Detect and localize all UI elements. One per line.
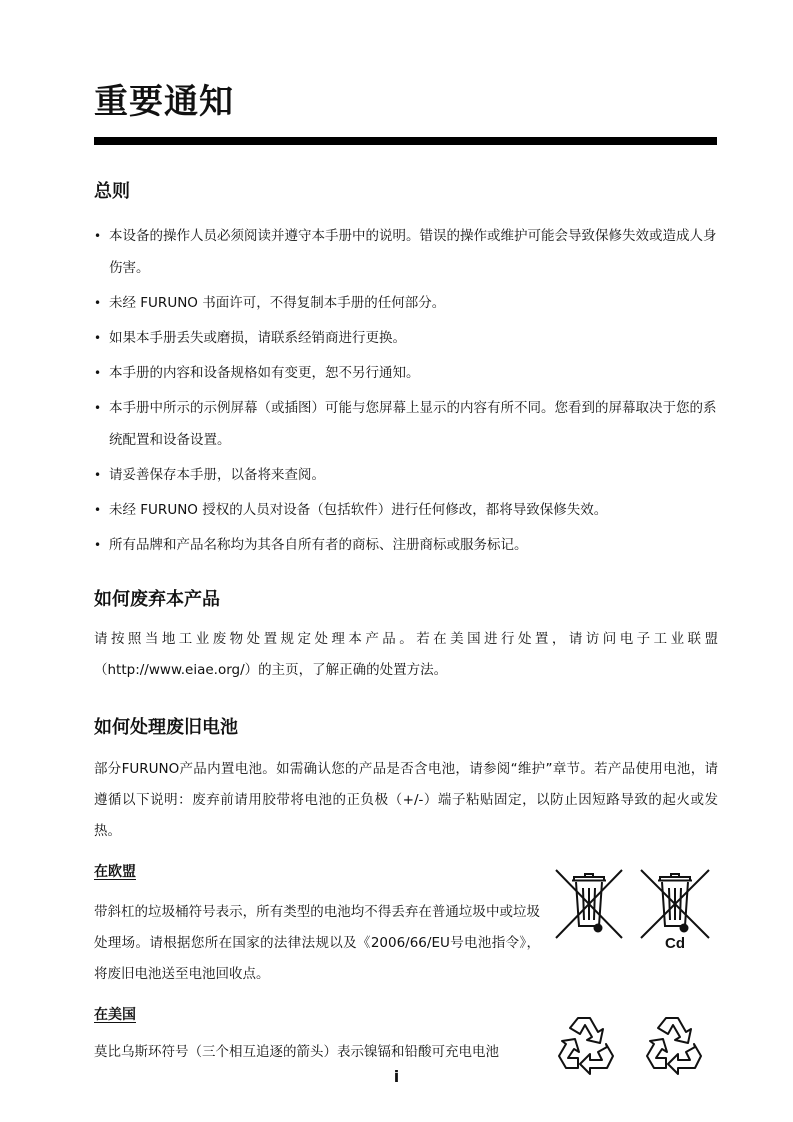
disposal-paragraph: 请按照当地工业废物处置规定处理本产品。若在美国进行处置，请访问电子工业联盟（http://www.eiae.org/）的主页，了解正确的处置方法。	[94, 631, 718, 678]
subheading-usa: 在美国	[94, 1007, 136, 1023]
bullet-icon: •	[94, 331, 102, 345]
subheading-eu: 在欧盟	[94, 864, 136, 880]
page-title: 重要通知	[94, 82, 234, 122]
bullet-icon: •	[94, 296, 102, 310]
list-item: • 请妥善保存本手册，以备将来查阅。	[94, 459, 724, 491]
eu-paragraph: 带斜杠的垃圾桶符号表示，所有类型的电池均不得丢弃在普通垃圾中或垃圾处理场。请根据您所在国家的法律法规以及《2006/66/EU号电池指令》，将废旧电池送至电池回收点。	[94, 904, 540, 982]
bullet-icon: •	[94, 401, 102, 415]
general-bullet-list	[94, 220, 724, 564]
list-item: • 未经 FURUNO 授权的人员对设备（包括软件）进行任何修改，都将导致保修失效。	[94, 494, 724, 526]
page-number: i	[393, 1067, 400, 1086]
section-heading-general: 总则	[94, 181, 130, 202]
bullet-icon: •	[94, 538, 102, 552]
list-item: • 如果本手册丢失或磨损，请联系经销商进行更换。	[94, 322, 724, 354]
list-item: • 本设备的操作人员必须阅读并遵守本手册中的说明。错误的操作或维护可能会导致保修失效或造成人身伤害。	[94, 220, 724, 284]
section-heading-disposal: 如何废弃本产品	[94, 589, 220, 610]
bullet-icon: •	[94, 468, 102, 482]
title-rule	[94, 137, 717, 145]
list-item: • 未经 FURUNO 书面许可，不得复制本手册的任何部分。	[94, 287, 724, 319]
crossed-bin-cd-icon	[638, 868, 712, 952]
usa-paragraph: 莫比乌斯环符号（三个相互追逐的箭头）表示镍镉和铅酸可充电电池	[94, 1044, 499, 1060]
bullet-icon: •	[94, 503, 102, 517]
bullet-icon: •	[94, 366, 102, 380]
crossed-bin-icon	[554, 868, 624, 940]
bullet-icon: •	[94, 229, 102, 243]
list-item: • 本手册的内容和设备规格如有变更，恕不另行通知。	[94, 357, 724, 389]
section-heading-battery: 如何处理废旧电池	[94, 717, 238, 738]
list-item: • 所有品牌和产品名称均为其各自所有者的商标、注册商标或服务标记。	[94, 529, 724, 561]
cd-label: Cd	[665, 935, 685, 952]
battery-paragraph: 部分FURUNO产品内置电池。如需确认您的产品是否含电池，请参阅“维护”章节。若产品使用电池，请遵循以下说明：废弃前请用胶带将电池的正负极（+/-）端子粘贴固定，以防止因短路导致的起火或发热。	[94, 761, 718, 839]
list-item: • 本手册中所示的示例屏幕（或插图）可能与您屏幕上显示的内容有所不同。您看到的屏幕取决于您的系统配置和设备设置。	[94, 392, 724, 456]
